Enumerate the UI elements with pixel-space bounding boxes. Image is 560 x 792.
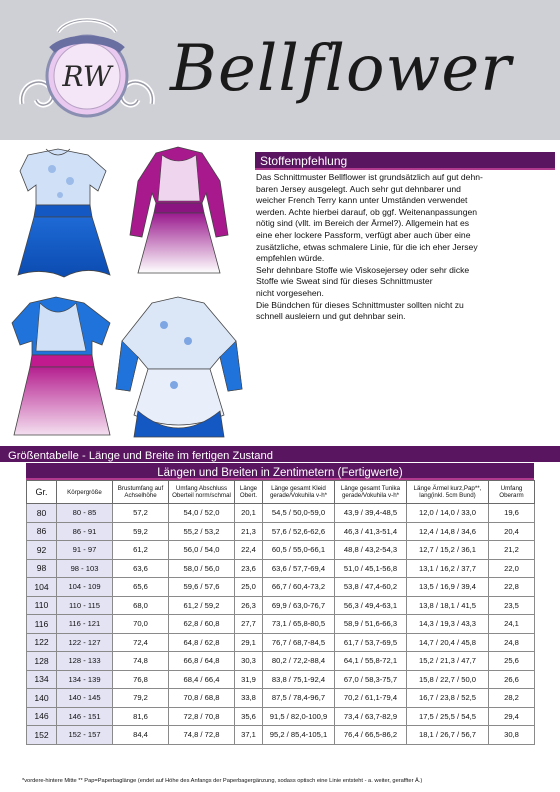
table-cell: 15,2 / 21,3 / 47,7 [407, 652, 489, 671]
table-cell: 18,1 / 26,7 / 56,7 [407, 726, 489, 745]
recommendation-line: werden. Achte hierbei darauf, ob ggf. Weitenanpassungen [256, 206, 478, 217]
size-cell: 128 [27, 652, 57, 671]
column-header: Länge Ärmel kurz,Pap**, lang(inkl. 5cm Bund) [407, 481, 489, 504]
table-cell: 30,3 [235, 652, 263, 671]
dress-illustration-icon [6, 145, 254, 445]
recommendation-heading-bar [255, 152, 555, 170]
table-cell: 23,6 [235, 559, 263, 578]
size-table-title: Längen und Breiten in Zentimetern (Fertigwerte) [157, 467, 403, 479]
table-cell: 68,0 [113, 596, 169, 615]
recommendation-heading: Stoffempfehlung [260, 154, 348, 168]
table-cell: 73,1 / 65,8-80,5 [263, 615, 335, 634]
table-cell: 64,8 / 62,8 [169, 633, 235, 652]
table-cell: 31,9 [235, 670, 263, 689]
table-cell: 30,8 [489, 726, 535, 745]
table-cell: 83,8 / 75,1-92,4 [263, 670, 335, 689]
table-cell: 56,0 / 54,0 [169, 541, 235, 560]
size-table-heading-bar [0, 446, 560, 462]
table-cell: 69,9 / 63,0-76,7 [263, 596, 335, 615]
table-cell: 54,5 / 50,0-59,0 [263, 504, 335, 523]
table-row [27, 504, 535, 523]
table-cell: 29,4 [489, 707, 535, 726]
column-header: Länge gesamt Tunika gerade/Vokuhila v-h* [335, 481, 407, 504]
table-cell: 33,8 [235, 689, 263, 708]
table-row [27, 726, 535, 745]
table-cell: 26,6 [489, 670, 535, 689]
table-row [27, 615, 535, 634]
column-header: Länge Obert. [235, 481, 263, 504]
table-cell: 80 - 85 [57, 504, 113, 523]
size-table-heading: Größentabelle - Länge und Breite im fertigen Zustand [8, 450, 273, 462]
table-cell: 21,3 [235, 522, 263, 541]
size-cell: 140 [27, 689, 57, 708]
table-cell: 152 - 157 [57, 726, 113, 745]
table-cell: 62,8 / 60,8 [169, 615, 235, 634]
table-cell: 59,2 [113, 522, 169, 541]
table-cell: 51,0 / 45,1-56,8 [335, 559, 407, 578]
table-cell: 73,4 / 63,7-82,9 [335, 707, 407, 726]
table-cell: 14,7 / 20,4 / 45,8 [407, 633, 489, 652]
table-cell: 57,2 [113, 504, 169, 523]
size-table-container [26, 463, 534, 745]
table-cell: 91,5 / 82,0-100,9 [263, 707, 335, 726]
size-cell: 134 [27, 670, 57, 689]
recommendation-line: empfehlen würde. [256, 253, 325, 264]
table-cell: 48,8 / 43,2-54,3 [335, 541, 407, 560]
recommendation-line: weicher French Terry kann unter Umständen verwendet [256, 195, 468, 206]
recommendation-text [256, 172, 556, 323]
table-row [27, 559, 535, 578]
table-cell: 20,1 [235, 504, 263, 523]
table-cell: 63,6 [113, 559, 169, 578]
table-cell: 25,6 [489, 652, 535, 671]
table-row [27, 596, 535, 615]
size-cell: 146 [27, 707, 57, 726]
table-cell: 55,2 / 53,2 [169, 522, 235, 541]
table-cell: 46,3 / 41,3-51,4 [335, 522, 407, 541]
recommendation-line: baren Jersey ausgelegt. Auch sehr gut dehnbarer und [256, 183, 461, 194]
table-cell: 104 - 109 [57, 578, 113, 597]
table-row [27, 522, 535, 541]
table-cell: 74,8 [113, 652, 169, 671]
table-cell: 70,2 / 61,1-79,4 [335, 689, 407, 708]
table-cell: 128 - 133 [57, 652, 113, 671]
table-cell: 22,8 [489, 578, 535, 597]
table-row [27, 633, 535, 652]
table-cell: 17,5 / 25,5 / 54,5 [407, 707, 489, 726]
table-row [27, 541, 535, 560]
table-cell: 61,2 / 59,2 [169, 596, 235, 615]
table-cell: 58,0 / 56,0 [169, 559, 235, 578]
table-cell: 76,7 / 68,7-84,5 [263, 633, 335, 652]
recommendation-line: Stoffe wie Sweat sind für dieses Schnittmuster [256, 276, 433, 287]
table-cell: 91 - 97 [57, 541, 113, 560]
table-cell: 24,1 [489, 615, 535, 634]
table-cell: 66,8 / 64,8 [169, 652, 235, 671]
recommendation-line: zusätzliche, etwas schmalere Linie, für die ich eher Jersey [256, 241, 478, 252]
table-row [27, 689, 535, 708]
table-cell: 24,8 [489, 633, 535, 652]
table-cell: 12,0 / 14,0 / 33,0 [407, 504, 489, 523]
recommendation-line: Das Schnittmuster Bellflower ist grundsätzlich auf gut dehn- [256, 172, 483, 182]
table-cell: 53,8 / 47,4-60,2 [335, 578, 407, 597]
table-cell: 14,3 / 19,3 / 43,3 [407, 615, 489, 634]
size-cell: 152 [27, 726, 57, 745]
table-cell: 80,2 / 72,2-88,4 [263, 652, 335, 671]
table-cell: 12,7 / 15,2 / 36,1 [407, 541, 489, 560]
recommendation-line: eine eher lockere Passform, verfügt aber auch über eine [256, 229, 471, 240]
table-row [27, 707, 535, 726]
recommendation-line: Sehr dehnbare Stoffe wie Viskosejersey oder sehr dicke [256, 264, 470, 275]
column-header: Umfang Abschluss Oberteil norm/schmal [169, 481, 235, 504]
table-cell: 13,8 / 18,1 / 41,5 [407, 596, 489, 615]
table-cell: 72,8 / 70,8 [169, 707, 235, 726]
size-cell: 110 [27, 596, 57, 615]
table-cell: 74,8 / 72,8 [169, 726, 235, 745]
size-cell: 80 [27, 504, 57, 523]
table-cell: 63,6 / 57,7-69,4 [263, 559, 335, 578]
table-row [27, 652, 535, 671]
table-cell: 60,5 / 55,0-66,1 [263, 541, 335, 560]
table-cell: 140 - 145 [57, 689, 113, 708]
table-cell: 58,9 / 51,6-66,3 [335, 615, 407, 634]
table-cell: 23,5 [489, 596, 535, 615]
table-cell: 95,2 / 85,4-105,1 [263, 726, 335, 745]
table-cell: 13,1 / 16,2 / 37,7 [407, 559, 489, 578]
size-table [26, 480, 535, 745]
table-cell: 110 - 115 [57, 596, 113, 615]
table-row [27, 578, 535, 597]
table-cell: 57,6 / 52,6-62,6 [263, 522, 335, 541]
table-cell: 27,7 [235, 615, 263, 634]
table-cell: 76,4 / 66,5-86,2 [335, 726, 407, 745]
column-header: Körpergröße [57, 481, 113, 504]
table-cell: 29,1 [235, 633, 263, 652]
table-cell: 61,7 / 53,7-69,5 [335, 633, 407, 652]
table-header-row [27, 481, 535, 504]
table-cell: 21,2 [489, 541, 535, 560]
page-title: Bellflower [170, 32, 512, 106]
column-header: Länge gesamt Kleid gerade/Vokuhila v-h* [263, 481, 335, 504]
table-cell: 12,4 / 14,8 / 34,6 [407, 522, 489, 541]
logo-monogram: RW [62, 60, 112, 93]
logo-ornament-icon [18, 12, 156, 132]
table-cell: 67,0 / 58,3-75,7 [335, 670, 407, 689]
size-cell: 86 [27, 522, 57, 541]
table-cell: 19,6 [489, 504, 535, 523]
table-cell: 76,8 [113, 670, 169, 689]
table-cell: 13,5 / 16,9 / 39,4 [407, 578, 489, 597]
table-cell: 134 - 139 [57, 670, 113, 689]
table-cell: 25,0 [235, 578, 263, 597]
recommendation-line: schnell ausleiern und gut dehnbar sein. [256, 311, 406, 322]
size-cell: 116 [27, 615, 57, 634]
size-table-body [27, 504, 535, 745]
column-header: Brustumfang auf Achselhöhe [113, 481, 169, 504]
recommendation-line: nötig sind (vllt. im Bereich der Ärmel?). Allgemein hat es [256, 218, 470, 229]
column-header: Gr. [27, 481, 57, 504]
column-header: Umfang Oberarm [489, 481, 535, 504]
size-cell: 92 [27, 541, 57, 560]
table-cell: 116 - 121 [57, 615, 113, 634]
table-cell: 98 - 103 [57, 559, 113, 578]
table-cell: 146 - 151 [57, 707, 113, 726]
table-cell: 86 - 91 [57, 522, 113, 541]
table-cell: 56,3 / 49,4-63,1 [335, 596, 407, 615]
table-cell: 22,0 [489, 559, 535, 578]
table-cell: 122 - 127 [57, 633, 113, 652]
table-cell: 16,7 / 23,8 / 52,5 [407, 689, 489, 708]
table-cell: 65,6 [113, 578, 169, 597]
table-cell: 35,6 [235, 707, 263, 726]
header-banner [0, 0, 560, 140]
table-cell: 84,4 [113, 726, 169, 745]
table-cell: 79,2 [113, 689, 169, 708]
table-cell: 15,8 / 22,7 / 50,0 [407, 670, 489, 689]
table-cell: 66,7 / 60,4-73,2 [263, 578, 335, 597]
table-cell: 43,9 / 39,4-48,5 [335, 504, 407, 523]
footnote: *vordere-hintere Mitte ** Pap=Paperbaglänge (endet auf Höhe des Anfangs der Paperbagergänzung, sodass optisch eine Linie entsteht - a. weiter, geraffter Ä.) [22, 778, 423, 784]
table-cell: 26,3 [235, 596, 263, 615]
recommendation-line: nicht vorgesehen. [256, 287, 324, 298]
table-cell: 72,4 [113, 633, 169, 652]
table-cell: 70,0 [113, 615, 169, 634]
size-cell: 104 [27, 578, 57, 597]
size-table-title-bar [26, 463, 534, 480]
table-cell: 20,4 [489, 522, 535, 541]
table-cell: 37,1 [235, 726, 263, 745]
table-cell: 70,8 / 68,8 [169, 689, 235, 708]
table-cell: 61,2 [113, 541, 169, 560]
recommendation-line: Die Bündchen für dieses Schnittmuster sollten nicht zu [256, 299, 464, 310]
table-cell: 81,6 [113, 707, 169, 726]
table-cell: 22,4 [235, 541, 263, 560]
table-cell: 64,1 / 55,8-72,1 [335, 652, 407, 671]
table-cell: 28,2 [489, 689, 535, 708]
table-row [27, 670, 535, 689]
size-cell: 98 [27, 559, 57, 578]
table-cell: 68,4 / 66,4 [169, 670, 235, 689]
table-cell: 54,0 / 52,0 [169, 504, 235, 523]
size-cell: 122 [27, 633, 57, 652]
table-cell: 59,6 / 57,6 [169, 578, 235, 597]
table-cell: 87,5 / 78,4-96,7 [263, 689, 335, 708]
